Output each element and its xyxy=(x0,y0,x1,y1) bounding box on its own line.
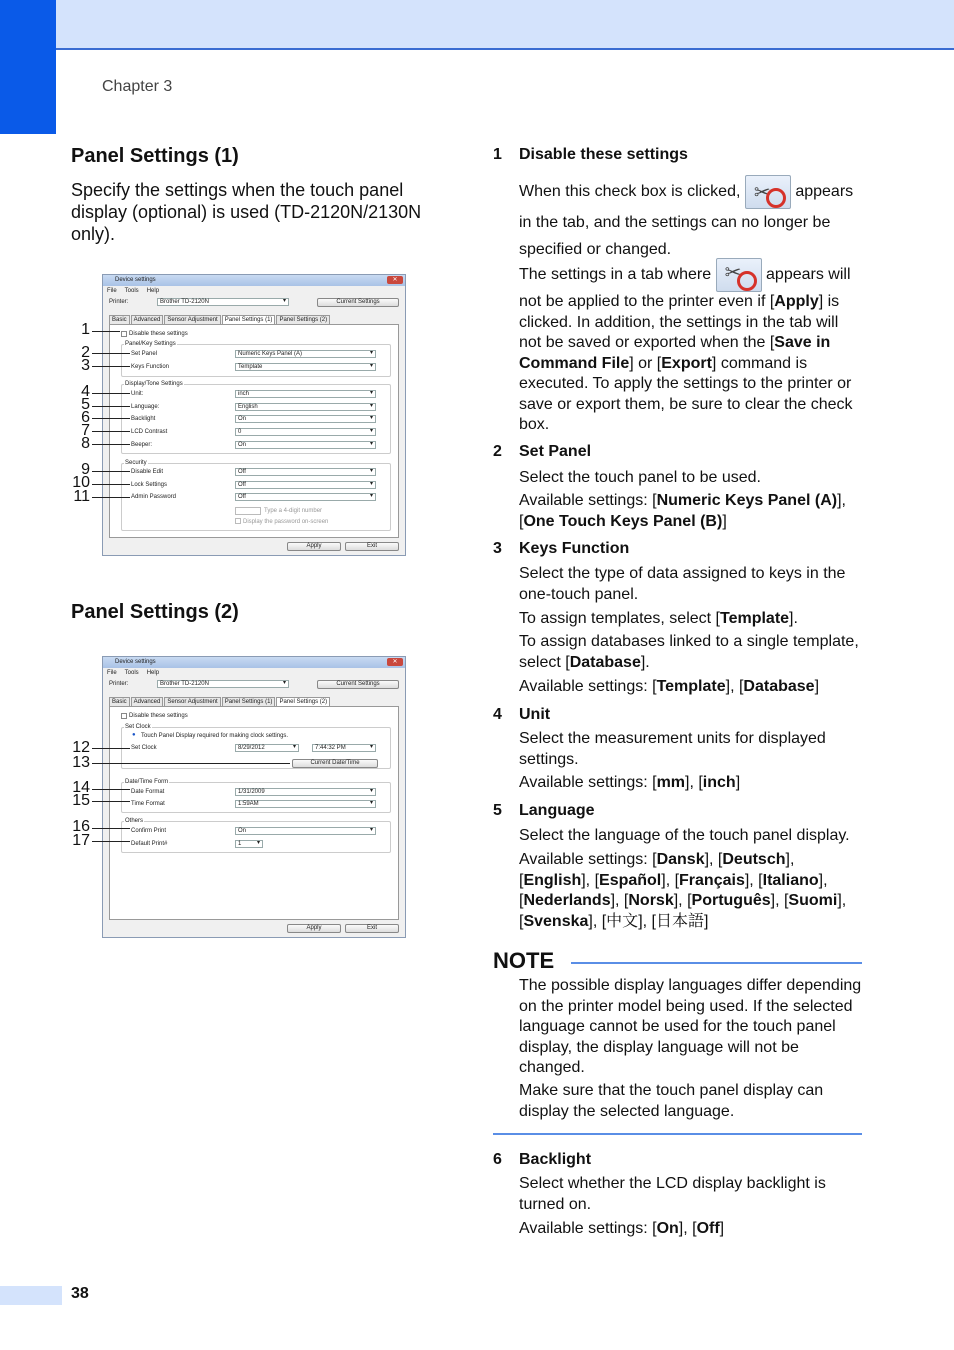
current-date-time-button[interactable]: Current Date/Time xyxy=(292,759,378,768)
callout-line xyxy=(92,393,130,394)
security-group-label: Security xyxy=(125,460,147,466)
callout-line xyxy=(92,471,130,472)
lcd-contrast-label: LCD Contrast xyxy=(131,429,168,435)
item-title-disable: Disable these settings xyxy=(519,146,688,163)
menu-file[interactable]: File xyxy=(107,288,117,294)
menu-tools[interactable]: Tools xyxy=(124,288,139,294)
callout-line xyxy=(92,431,130,432)
default-print-label: Default Print# xyxy=(131,841,168,847)
menu-help[interactable]: Help xyxy=(146,670,160,676)
backlight-select[interactable]: On ▾ xyxy=(235,415,376,423)
tab-panel-settings-1[interactable]: Panel Settings (1) xyxy=(222,697,276,706)
current-settings-button[interactable]: Current Settings xyxy=(317,298,399,307)
item5-para-b: Available settings: [Dansk], [Deutsch], [English], [Español], [Français], [Italiano], [Nederlands], [Norsk], [Português], [Suomi], [Svenska], [中文], [日本語] xyxy=(519,851,847,930)
others-group-label: Others xyxy=(125,818,144,824)
exit-button[interactable]: Exit xyxy=(345,542,399,551)
callout-line xyxy=(92,828,130,829)
set-clock-label: Set Clock xyxy=(131,745,157,751)
language-label: Language: xyxy=(131,404,160,410)
item3-para-c: To assign databases linked to a single template, select [Database]. xyxy=(519,633,859,671)
info-icon: ● xyxy=(132,732,136,738)
disable-edit-label: Disable Edit xyxy=(131,469,164,475)
item-title-backlight: Backlight xyxy=(519,1151,592,1168)
date-format-select[interactable]: 1/31/2009 ▾ xyxy=(235,788,376,796)
item2-para-a: Select the touch panel to be used. xyxy=(519,469,761,486)
item4-para-b: Available settings: [mm], [inch] xyxy=(519,774,741,791)
item1-para-a: When this check box is clicked, ✂ appears in the tab, and the settings can no longer be specified or changed. xyxy=(519,175,864,263)
keys-function-select[interactable]: Template ▾ xyxy=(235,363,376,371)
close-icon[interactable]: ✕ xyxy=(387,658,403,666)
callout-line xyxy=(92,444,130,445)
backlight-label: Backlight xyxy=(131,416,156,422)
unit-select[interactable]: inch ▾ xyxy=(235,390,376,398)
callout-5: 5 xyxy=(81,396,90,413)
panel-key-group xyxy=(121,344,391,377)
callout-1: 1 xyxy=(81,321,90,338)
printer-label: Printer: xyxy=(109,299,129,305)
exit-button[interactable]: Exit xyxy=(345,924,399,933)
page-number-band xyxy=(0,1286,62,1305)
tab-basic[interactable]: Basic xyxy=(109,315,130,324)
panel-key-group-label: Panel/Key Settings xyxy=(125,341,176,347)
dialog-title-bar xyxy=(103,275,405,286)
set-clock-group-label: Set Clock xyxy=(125,724,151,730)
set-panel-select[interactable]: Numeric Keys Panel (A) ▾ xyxy=(235,350,376,358)
callout-16: 16 xyxy=(72,818,90,835)
date-time-form-group-label: Date/Time Form xyxy=(125,779,169,785)
section-title-panel-settings-2: Panel Settings (2) xyxy=(71,601,239,623)
display-tone-group-label: Display/Tone Settings xyxy=(125,381,183,387)
dialog-title-bar xyxy=(103,657,405,668)
keys-function-label: Keys Function xyxy=(131,364,170,370)
disabled-settings-icon: ✂ xyxy=(745,175,791,209)
admin-password-select[interactable]: Off ▾ xyxy=(235,493,376,501)
callout-line xyxy=(92,748,130,749)
tab-bar xyxy=(109,697,331,706)
apply-button[interactable]: Apply xyxy=(287,542,341,551)
callout-13: 13 xyxy=(72,754,90,771)
printer-row xyxy=(103,296,405,310)
date-time-form-group xyxy=(121,782,391,813)
printer-label: Printer: xyxy=(109,681,129,687)
time-format-select[interactable]: 1:59AM ▾ xyxy=(235,800,376,808)
settings-panel xyxy=(109,706,399,920)
password-input[interactable] xyxy=(235,507,261,515)
info-text: Touch Panel Display required for making clock settings. xyxy=(141,733,289,739)
menu-tools[interactable]: Tools xyxy=(124,670,139,676)
section-title-panel-settings-1: Panel Settings (1) xyxy=(71,145,239,167)
item-title-unit: Unit xyxy=(519,706,551,723)
tab-sensor-adjustment[interactable]: Sensor Adjustment xyxy=(164,315,220,324)
others-group xyxy=(121,821,391,853)
admin-password-label: Admin Password xyxy=(131,494,177,500)
callout-line xyxy=(92,763,290,764)
callout-12: 12 xyxy=(72,739,90,756)
item2-para-b: Available settings: [Numeric Keys Panel (A)], [One Touch Keys Panel (B)] xyxy=(519,492,846,530)
show-password-label: Display the password on-screen xyxy=(243,519,329,525)
item3-para-a: Select the type of data assigned to keys in the one-touch panel. xyxy=(519,565,846,603)
note-text-2: Make sure that the touch panel display can display the selected language. xyxy=(519,1082,824,1120)
callout-17: 17 xyxy=(72,832,90,849)
callout-line xyxy=(92,789,130,790)
item4-para-a: Select the measurement units for displayed settings. xyxy=(519,730,826,768)
password-hint: Type a 4-digit number xyxy=(264,508,323,514)
language-select[interactable]: English ▾ xyxy=(235,403,376,411)
time-picker[interactable]: 7:44:32 PM ▾ xyxy=(312,744,376,752)
dialog-title: Device settings xyxy=(115,277,156,283)
callout-line xyxy=(92,331,120,332)
disable-settings-checkbox[interactable] xyxy=(121,331,127,337)
callout-line xyxy=(92,406,130,407)
item3-para-d: Available settings: [Template], [Database] xyxy=(519,678,820,695)
default-print-stepper[interactable]: 1 ▾ xyxy=(235,840,263,848)
tab-sensor-adjustment[interactable]: Sensor Adjustment xyxy=(164,697,220,706)
settings-panel xyxy=(109,324,399,538)
disable-settings-label: Disable these settings xyxy=(129,713,188,719)
item-title-language: Language xyxy=(519,802,595,819)
header-band xyxy=(0,0,954,50)
item-title-keys-function: Keys Function xyxy=(519,540,630,557)
item-title-set-panel: Set Panel xyxy=(519,443,592,460)
item-number: 2 xyxy=(493,443,502,460)
callout-10: 10 xyxy=(72,474,90,491)
menu-bar xyxy=(103,668,405,678)
callout-line xyxy=(92,497,130,498)
callout-7: 7 xyxy=(81,422,90,439)
callout-14: 14 xyxy=(72,779,90,796)
chapter-label: Chapter 3 xyxy=(102,78,173,95)
tab-panel-settings-2[interactable]: Panel Settings (2) xyxy=(276,315,330,324)
device-settings-dialog-1 xyxy=(102,274,406,556)
tab-advanced[interactable]: Advanced xyxy=(131,315,164,324)
item3-para-b: To assign templates, select [Template]. xyxy=(519,610,798,627)
lock-settings-label: Lock Settings xyxy=(131,482,168,488)
device-settings-dialog-2 xyxy=(102,656,406,938)
callout-line xyxy=(92,418,130,419)
disable-edit-select[interactable]: Off ▾ xyxy=(235,468,376,476)
item5-para-a: Select the language of the touch panel display. xyxy=(519,827,850,844)
callout-line xyxy=(92,801,130,802)
callout-line xyxy=(92,841,130,842)
note-rule xyxy=(571,962,862,964)
item-number: 3 xyxy=(493,540,502,557)
date-format-label: Date Format xyxy=(131,789,165,795)
printer-select[interactable]: Brother TD-2120N ▾ xyxy=(157,298,289,306)
disable-settings-checkbox[interactable] xyxy=(121,713,127,719)
chapter-tab xyxy=(0,0,56,134)
confirm-print-select[interactable]: On ▾ xyxy=(235,827,376,835)
callout-8: 8 xyxy=(81,435,90,452)
tab-panel-settings-1[interactable]: Panel Settings (1) xyxy=(222,315,276,324)
close-icon[interactable]: ✕ xyxy=(387,276,403,284)
lock-settings-select[interactable]: Off ▾ xyxy=(235,481,376,489)
lcd-contrast-select[interactable]: 0 ▾ xyxy=(235,428,376,436)
beeper-label: Beeper: xyxy=(131,442,153,448)
intro-text: Specify the settings when the touch panel display (optional) is used (TD-2120N/2130N only). xyxy=(71,180,422,244)
callout-4: 4 xyxy=(81,383,90,400)
time-format-label: Time Format xyxy=(131,801,165,807)
date-picker[interactable]: 8/29/2012 ▾ xyxy=(235,744,299,752)
item-number: 5 xyxy=(493,802,502,819)
disable-settings-label: Disable these settings xyxy=(129,331,188,337)
unit-label: Unit: xyxy=(131,391,144,397)
tab-basic[interactable]: Basic xyxy=(109,697,130,706)
callout-line xyxy=(92,484,130,485)
note-text-1: The possible display languages differ depending on the printer model being used. If the selected language cannot be used for the touch panel display, the display language will not be changed. xyxy=(519,977,862,1076)
tab-bar xyxy=(109,315,331,324)
callout-2: 2 xyxy=(81,344,90,361)
tab-panel-settings-2[interactable]: Panel Settings (2) xyxy=(276,697,330,706)
menu-help[interactable]: Help xyxy=(146,288,160,294)
callout-11: 11 xyxy=(73,488,90,505)
menu-bar xyxy=(103,286,405,296)
item-number: 1 xyxy=(493,146,502,163)
tab-advanced[interactable]: Advanced xyxy=(131,697,164,706)
callout-3: 3 xyxy=(81,357,90,374)
printer-row xyxy=(103,678,405,692)
printer-select[interactable]: Brother TD-2120N ▾ xyxy=(157,680,289,688)
set-panel-label: Set Panel xyxy=(131,351,158,357)
item-number: 4 xyxy=(493,706,502,723)
note-bottom-rule xyxy=(493,1133,862,1135)
callout-6: 6 xyxy=(81,409,90,426)
callout-line xyxy=(92,366,130,367)
item-number: 6 xyxy=(493,1151,502,1168)
item6-para-a: Select whether the LCD display backlight is turned on. xyxy=(519,1175,826,1213)
page-number: 38 xyxy=(71,1285,89,1302)
callout-15: 15 xyxy=(72,792,90,809)
callout-9: 9 xyxy=(81,461,90,478)
disabled-settings-icon: ✂ xyxy=(716,258,762,292)
beeper-select[interactable]: On ▾ xyxy=(235,441,376,449)
current-settings-button[interactable]: Current Settings xyxy=(317,680,399,689)
item1-para-b-text: The settings in a tab where ✂ appears will not be applied to the printer even if [Apply] is clicked. In addition, the settings in the tab will not be saved or exported when the [Save in Command File] or [Export] command is executed. To apply the settings to the printer or save or export them, be sure to clear the check box. xyxy=(519,258,864,436)
item6-para-b: Available settings: [On], [Off] xyxy=(519,1220,725,1237)
note-heading: NOTE xyxy=(493,948,555,973)
dialog-title: Device settings xyxy=(115,659,156,665)
menu-file[interactable]: File xyxy=(107,670,117,676)
apply-button[interactable]: Apply xyxy=(287,924,341,933)
callout-line xyxy=(92,353,130,354)
confirm-print-label: Confirm Print xyxy=(131,828,167,834)
show-password-checkbox[interactable] xyxy=(235,518,241,524)
